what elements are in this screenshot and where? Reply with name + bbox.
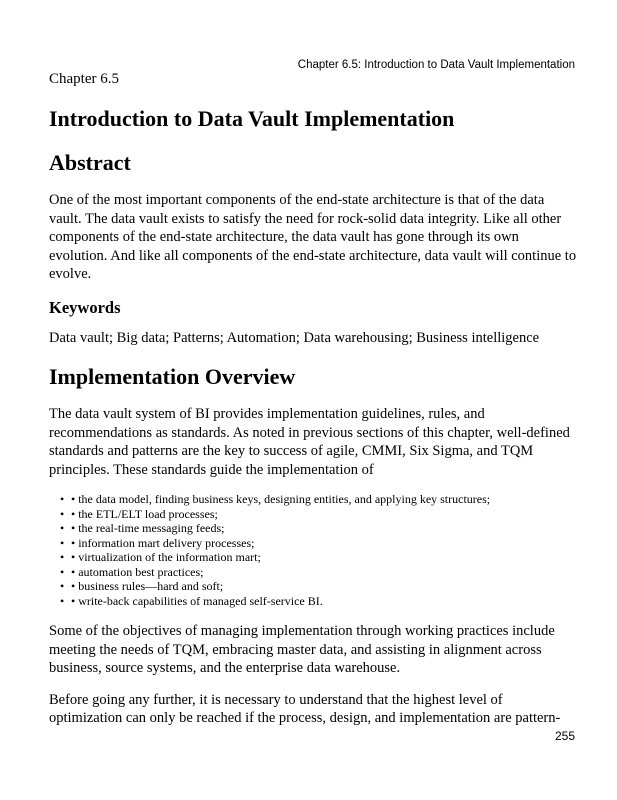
- bullet-icon: •: [60, 535, 65, 550]
- objectives-text: Some of the objectives of managing implementation through working practices include meeting the needs of TQM, embracing master data, and assisting in alignment across business, source systems, and the enterprise data warehouse.: [49, 623, 555, 676]
- list-item: [60, 594, 579, 609]
- list-item: [60, 507, 579, 522]
- abstract-text: One of the most important components of the end-state architecture is that of the data vault. The data vault exists to satisfy the need for rock-solid data integrity. Like all other components of the end-state architecture, the data vault has gone through its own evolution. And like all components of the end-state architecture, data vault will continue to evolve.: [49, 192, 577, 282]
- bullet-icon: •: [60, 550, 65, 564]
- page-number: 255: [554, 729, 575, 743]
- list-item: [60, 536, 579, 551]
- list-item-text: • information mart delivery processes;: [71, 535, 255, 550]
- list-item: [60, 550, 579, 565]
- list-item-text: • the data model, finding business keys, designing entities, and applying key structures;: [71, 492, 491, 506]
- bullet-icon: •: [60, 579, 65, 593]
- chapter-label: Chapter 6.5: [49, 71, 119, 87]
- page-content: [49, 69, 579, 728]
- standards-bullet-list: [49, 492, 579, 608]
- bullet-icon: •: [60, 521, 65, 535]
- list-item: [60, 521, 579, 536]
- bullet-icon: •: [60, 564, 65, 579]
- list-item: [60, 565, 579, 580]
- page-title: Introduction to Data Vault Implementation: [49, 106, 455, 131]
- keywords-text: Data vault; Big data; Patterns; Automation; Data warehousing; Business intelligence: [49, 329, 540, 346]
- running-header: Chapter 6.5: Introduction to Data Vault Implementation: [297, 59, 575, 71]
- list-item-text: • the ETL/ELT load processes;: [71, 506, 218, 521]
- bullet-icon: •: [60, 506, 65, 521]
- keywords-heading: Keywords: [49, 297, 121, 317]
- implementation-overview-heading: Implementation Overview: [49, 364, 296, 389]
- list-item-text: • automation best practices;: [71, 564, 204, 579]
- list-item: [60, 492, 579, 507]
- abstract-heading: Abstract: [49, 150, 131, 175]
- list-item-text: • business rules—hard and soft;: [71, 579, 224, 593]
- bullet-icon: •: [60, 492, 65, 506]
- list-item-text: • virtualization of the information mart;: [71, 550, 261, 564]
- list-item: [60, 579, 579, 594]
- further-text: Before going any further, it is necessary to understand that the highest level of optimization can only be reached if the process, design, and implementation are pattern-: [49, 691, 561, 726]
- list-item-text: • the real-time messaging feeds;: [71, 521, 225, 535]
- implementation-intro-text: The data vault system of BI provides implementation guidelines, rules, and recommendations as standards. As noted in previous sections of this chapter, well-defined standards and patterns are the key to success of agile, CMMI, Six Sigma, and TQM principles. These standards guide the implementation of: [49, 406, 570, 478]
- list-item-text: • write-back capabilities of managed self-service BI.: [71, 593, 323, 608]
- bullet-icon: •: [60, 593, 65, 608]
